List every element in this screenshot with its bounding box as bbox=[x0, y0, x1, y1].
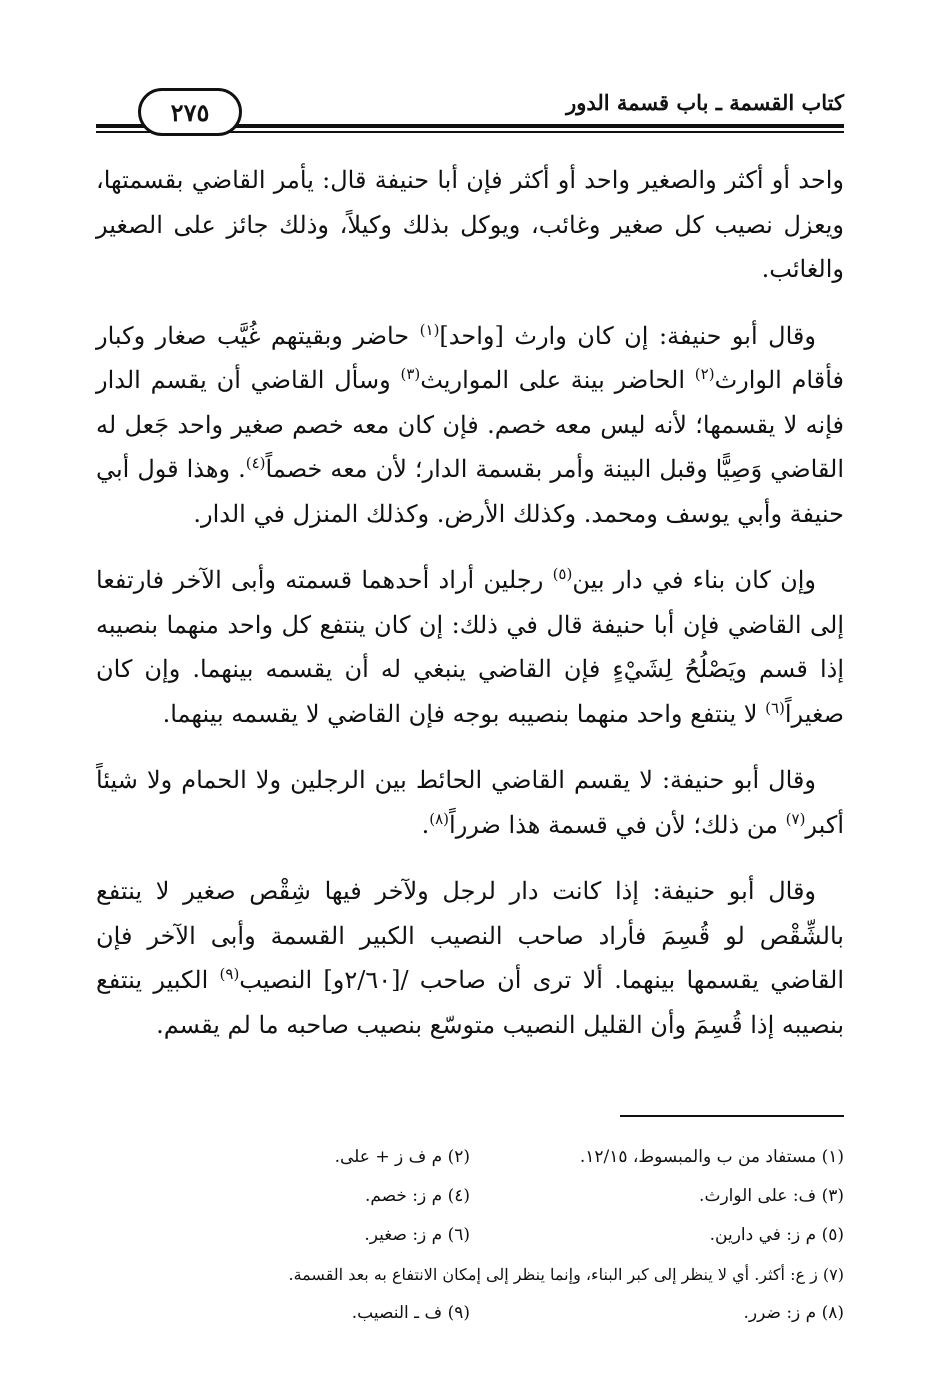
paragraph-text: حاضر وبقيتهم غُيَّب صغار وكبار فأقام الوارث bbox=[96, 321, 844, 394]
footnote-marker: (٧) bbox=[785, 809, 806, 828]
body-paragraph bbox=[96, 314, 844, 537]
page-number: ٢٧٥ bbox=[170, 97, 210, 127]
footnote-separator bbox=[620, 1115, 844, 1117]
footnote-marker: (٢) bbox=[694, 365, 715, 383]
paragraph-text: وقال أبو حنيفة: إذا كانت دار لرجل ولآخر فيها شِقْص صغير لا ينتفع بالشِّقْص لو قُسِمَ فأراد صاحب النصيب الكبير القسمة وأبى الآخر فإن القاضي يقسمها بينهما. ألا ترى أن صاحب /[٢/٦٠و] النصيب bbox=[96, 877, 845, 994]
footnote-marker: (٣) bbox=[400, 365, 421, 383]
footnote-9: (٩) ف ـ النصيب. bbox=[351, 1303, 470, 1323]
footnote-marker: (٩) bbox=[219, 965, 240, 983]
footnote-row bbox=[96, 1138, 844, 1177]
footnote-3: (٣) ف: على الوارث. bbox=[699, 1186, 844, 1206]
footnote-7: (٧) ز ع: أكثر. أي لا ينظر إلى كبر البناء، وإنما ينظر إلى إمكان الانتفاع به بعد القسمة. bbox=[288, 1265, 844, 1284]
body-paragraph bbox=[96, 558, 844, 736]
paragraph-text: وقال أبو حنيفة: لا يقسم القاضي الحائط بين الرجلين ولا الحمام ولا شيئاً أكبر bbox=[96, 766, 844, 839]
body-paragraph bbox=[96, 869, 844, 1047]
footnote-6: (٦) م ز: صغير. bbox=[364, 1225, 470, 1245]
paragraph-text: وقال أبو حنيفة: إن كان وارث [واحد] bbox=[439, 321, 816, 350]
paragraph-text: وسأل القاضي أن يقسم الدار فإنه لا يقسمها؛ لأنه ليس معه خصم. فإن كان معه خصم صغير واحد جَعل له القاضي وَصِيًّا وقبل البينة وأمر بقسمة الدار؛ لأن معه خصماً bbox=[96, 366, 845, 483]
paragraph-text: . bbox=[421, 810, 430, 839]
footnote-1: (١) مستفاد من ب والمبسوط، ١٢/١٥. bbox=[579, 1147, 844, 1167]
paragraph-text: واحد أو أكثر والصغير واحد أو أكثر فإن أبا حنيفة قال: يأمر القاضي بقسمتها، ويعزل نصيب كل صغير وغائب، ويوكل بذلك وكيلاً، وذلك جائز على الصغير والغائب. bbox=[96, 166, 844, 283]
footnote-row bbox=[96, 1294, 844, 1333]
footnote-row bbox=[96, 1177, 844, 1216]
footnote-marker: (٦) bbox=[765, 698, 785, 717]
footnote-8: (٨) م ز: ضرر. bbox=[743, 1303, 844, 1323]
body-paragraph bbox=[96, 158, 844, 292]
body-text bbox=[96, 158, 844, 1069]
paragraph-text: الحاضر بينة على المواريث bbox=[420, 366, 695, 394]
footnote-marker: (٤) bbox=[245, 454, 266, 472]
running-title: كتاب القسمة ـ باب قسمة الدور bbox=[566, 90, 844, 115]
footnotes bbox=[96, 1138, 844, 1333]
paragraph-text: رجلين أراد أحدهما قسمته وأبى الآخر فارتفعا إلى القاضي فإن أبا حنيفة قال في ذلك: إن كان ينتفع كل واحد منهما بنصيبه إذا قسم ويَصْلُحُ لِشَيْءٍ فإن القاضي ينبغي له أن يقسمه بينهما. وإن كان صغيراً bbox=[96, 566, 844, 728]
paragraph-text: وإن كان بناء في دار بين bbox=[572, 566, 816, 594]
footnote-marker: (١) bbox=[419, 320, 440, 339]
paragraph-text: لا ينتفع واحد منهما بنصيبه بوجه فإن القاضي لا يقسمه بينهما. bbox=[162, 699, 766, 728]
paragraph-text: الكبير ينتفع بنصيبه إذا قُسِمَ وأن القليل النصيب متوسّع بنصيب صاحبه ما لم يقسم. bbox=[96, 966, 844, 1039]
paragraph-text: . وهذا قول أبي حنيفة وأبي يوسف ومحمد. وكذلك الأرض. وكذلك المنزل في الدار. bbox=[96, 455, 844, 528]
footnote-row bbox=[96, 1216, 844, 1255]
page-header bbox=[96, 86, 844, 138]
footnote-marker: (٨) bbox=[429, 809, 450, 828]
footnote-4: (٤) م ز: خصم. bbox=[364, 1186, 470, 1206]
footnote-2: (٢) م ف ز + على. bbox=[334, 1147, 470, 1167]
page-number-badge bbox=[138, 88, 242, 136]
paragraph-text: من ذلك؛ لأن في قسمة هذا ضرراً bbox=[449, 810, 786, 839]
footnote-5: (٥) م ز: في دارين. bbox=[709, 1225, 844, 1245]
body-paragraph bbox=[96, 758, 844, 847]
footnote-marker: (٥) bbox=[552, 565, 573, 583]
